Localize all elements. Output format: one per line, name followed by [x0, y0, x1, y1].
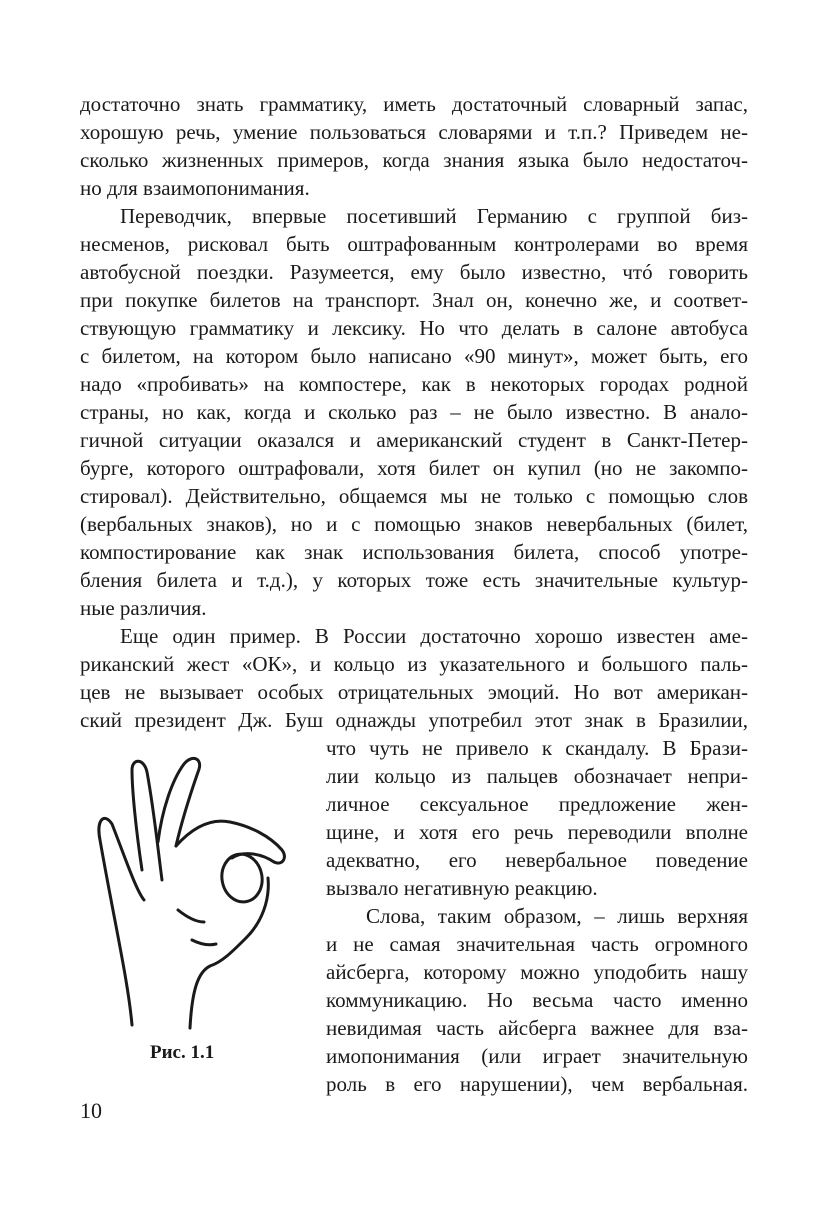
text-line: компостирование как знак использования билета, способ употре- [80, 540, 748, 564]
text-line: лии кольцо из пальцев обозначает непри- [326, 764, 748, 788]
text-line: надо «пробивать» на компостере, как в некоторых городах родной [80, 372, 748, 396]
text-line: адекватно, его невербальное поведение [326, 848, 748, 872]
text-line: Слова, таким образом, – лишь верхняя [366, 904, 748, 928]
text-line: ные различия. [80, 596, 207, 620]
text-line: с билетом, на котором было написано «90 минут», может быть, его [80, 344, 748, 368]
text-line: но для взаимопонимания. [80, 176, 310, 200]
text-line: стировал). Действительно, общаемся мы не только с помощью слов [80, 484, 748, 508]
text-line: гичной ситуации оказался и американский студент в Санкт-Петер- [80, 428, 748, 452]
text-line: автобусной поездки. Разумеется, ему было известно, чтó говорить [80, 260, 748, 284]
text-line: личное сексуальное предложение жен- [326, 792, 748, 816]
text-line: имопонимания (или играет значительную [326, 1044, 748, 1068]
text-line: щине, и хотя его речь переводили вполне [326, 820, 748, 844]
text-line: ствующую грамматику и лексику. Но что делать в салоне автобуса [80, 316, 748, 340]
text-line: айсберга, которому можно уподобить нашу [326, 960, 748, 984]
text-line: коммуникацию. Но весьма часто именно [326, 988, 748, 1012]
text-line: Переводчик, впервые посетивший Германию с группой биз- [120, 204, 748, 228]
page-number: 10 [80, 1098, 102, 1123]
text-line: что чуть не привело к скандалу. В Брази- [326, 736, 748, 760]
text-line: риканский жест «ОК», и кольцо из указательного и большого паль- [80, 652, 748, 676]
figure-caption: Рис. 1.1 [150, 1042, 215, 1063]
text-line: несменов, рисковал быть оштрафованным контролерами во время [80, 232, 748, 256]
text-line: вызвало негативную реакцию. [326, 876, 598, 900]
text-line: роль в его нарушении), чем вербальная. [326, 1072, 748, 1096]
text-line: бления билета и т.д.), у которых тоже есть значительные культур- [80, 568, 748, 592]
text-line: достаточно знать грамматику, иметь достаточный словарный запас, [80, 92, 748, 116]
text-line: Еще один пример. В России достаточно хорошо известен аме- [120, 624, 748, 648]
text-line: сколько жизненных примеров, когда знания языка было недостаточ- [80, 148, 748, 172]
text-line: ский президент Дж. Буш однажды употребил этот знак в Бразилии, [80, 708, 748, 732]
text-line: страны, но как, когда и сколько раз – не было известно. В анало- [80, 400, 748, 424]
text-line: при покупке билетов на транспорт. Знал он, конечно же, и соответ- [80, 288, 748, 312]
text-line: цев не вызывает особых отрицательных эмоций. Но вот американ- [80, 680, 748, 704]
ok-hand-gesture-icon [92, 750, 302, 1030]
text-line: невидимая часть айсберга важнее для вза- [326, 1016, 748, 1040]
text-line: и не самая значительная часть огромного [326, 932, 748, 956]
text-line: бурге, которого оштрафовали, хотя билет он купил (но не закомпо- [80, 456, 748, 480]
text-line: (вербальных знаков), но и с помощью знаков невербальных (билет, [80, 512, 748, 536]
text-line: хорошую речь, умение пользоваться словарями и т.п.? Приведем не- [80, 120, 748, 144]
